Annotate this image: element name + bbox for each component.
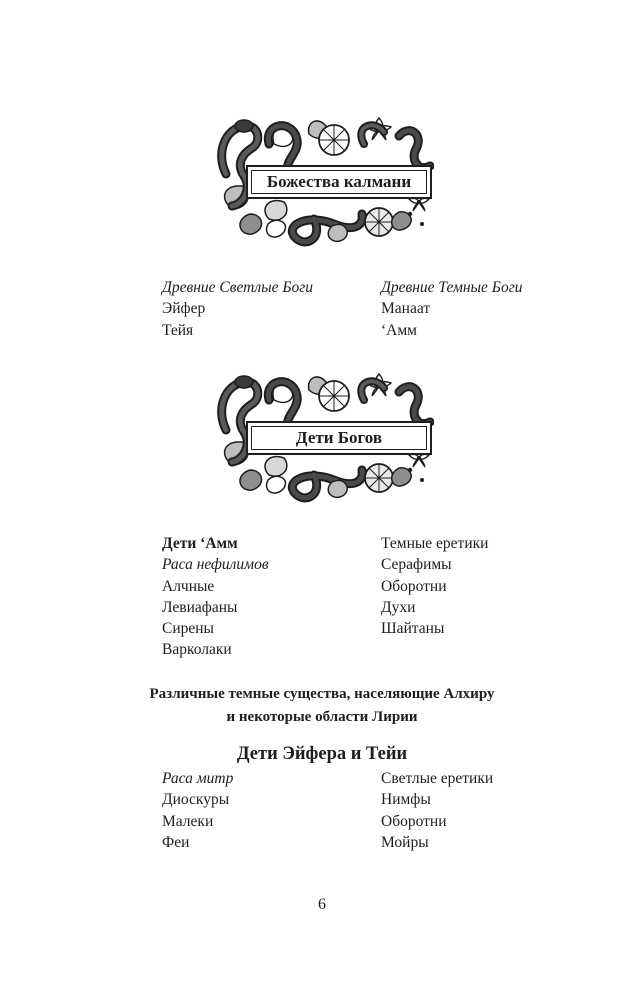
list-item: Шайтаны — [381, 620, 445, 638]
children-of-amm-column — [162, 533, 269, 661]
list-item: Малеки — [162, 812, 214, 830]
note-line: и некоторые области Лирии — [226, 709, 418, 725]
section-title-deities: Божества калмани — [246, 165, 432, 199]
list-item: Оборотни — [381, 577, 447, 595]
list-item: Алчные — [162, 577, 215, 595]
list-item: Тейя — [162, 321, 194, 339]
list-subheading: Раса митр — [162, 770, 234, 787]
list-item: Сирены — [162, 620, 214, 638]
list-item: Оборотни — [381, 812, 447, 830]
list-item: Варколаки — [162, 641, 232, 659]
section-emblem-deities — [214, 114, 434, 254]
list-item: Феи — [162, 833, 190, 851]
list-item: Серафимы — [381, 556, 452, 574]
list-item: Левиафаны — [162, 598, 238, 616]
dark-creatures-column — [381, 533, 488, 639]
list-item: Духи — [381, 598, 416, 616]
list-item: Диоскуры — [162, 791, 230, 809]
section-title-aifer-teya: Дети Эйфера и Тейи — [236, 744, 408, 764]
light-gods-column — [162, 277, 313, 341]
list-item: Темные еретики — [381, 535, 489, 552]
light-creatures-column — [381, 768, 493, 853]
list-item: Нимфы — [381, 791, 431, 809]
list-item: Мойры — [381, 833, 429, 851]
list-item: Эйфер — [162, 300, 206, 318]
list-subheading: Раса нефилимов — [162, 556, 269, 574]
section-emblem-children — [214, 370, 434, 510]
dark-gods-column — [381, 277, 523, 341]
mitr-race-column — [162, 768, 233, 853]
page-number: 6 — [318, 896, 326, 913]
list-item: ‘Амм — [381, 321, 417, 339]
note-line: Различные темные существа, населяющие Алхиру — [149, 686, 495, 702]
column-heading: Древние Темные Боги — [381, 279, 523, 296]
list-item: Светлые еретики — [381, 770, 494, 787]
section-title-children: Дети Богов — [246, 421, 432, 455]
section-note — [0, 683, 644, 729]
column-heading: Древние Светлые Боги — [162, 279, 314, 296]
column-heading: Дети ‘Амм — [162, 535, 238, 552]
list-item: Манаат — [381, 300, 431, 318]
